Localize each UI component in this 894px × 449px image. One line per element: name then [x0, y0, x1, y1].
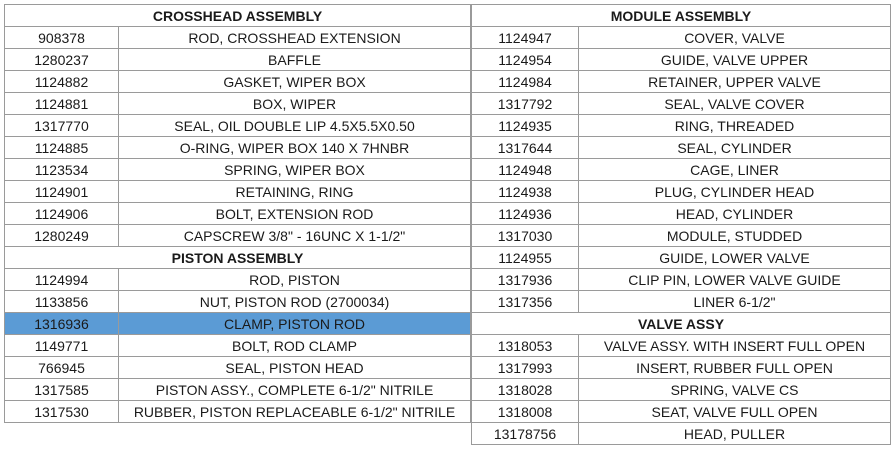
part-description: ROD, PISTON	[119, 269, 471, 291]
left-parts-table	[4, 4, 471, 423]
table-row[interactable]	[5, 181, 471, 203]
part-number: 1318008	[472, 401, 579, 423]
part-number: 1280237	[5, 49, 119, 71]
part-number: 1280249	[5, 225, 119, 247]
part-description: PLUG, CYLINDER HEAD	[579, 181, 891, 203]
part-number: 1316936	[5, 313, 119, 335]
part-number: 1317030	[472, 225, 579, 247]
part-description: RUBBER, PISTON REPLACEABLE 6-1/2" NITRILE	[119, 401, 471, 423]
part-number: 766945	[5, 357, 119, 379]
part-number: 1133856	[5, 291, 119, 313]
table-row[interactable]	[5, 291, 471, 313]
part-number: 1317530	[5, 401, 119, 423]
part-description: CLAMP, PISTON ROD	[119, 313, 471, 335]
part-number: 1124906	[5, 203, 119, 225]
table-row[interactable]	[472, 379, 891, 401]
table-row[interactable]	[5, 159, 471, 181]
part-description: LINER 6-1/2"	[579, 291, 891, 313]
part-number: 1317993	[472, 357, 579, 379]
table-row[interactable]	[5, 137, 471, 159]
part-number: 1123534	[5, 159, 119, 181]
part-description: SEAT, VALVE FULL OPEN	[579, 401, 891, 423]
table-row[interactable]	[5, 49, 471, 71]
table-row[interactable]	[472, 423, 891, 445]
table-row[interactable]	[5, 225, 471, 247]
part-description: BAFFLE	[119, 49, 471, 71]
part-number: 1124955	[472, 247, 579, 269]
part-description: RETAINING, RING	[119, 181, 471, 203]
part-number: 1317936	[472, 269, 579, 291]
part-number: 1124882	[5, 71, 119, 93]
part-number: 1317792	[472, 93, 579, 115]
table-row-selected[interactable]	[5, 313, 471, 335]
table-row[interactable]	[472, 291, 891, 313]
part-description: HEAD, PULLER	[579, 423, 891, 445]
part-number: 1317644	[472, 137, 579, 159]
table-row[interactable]	[5, 115, 471, 137]
part-number: 908378	[5, 27, 119, 49]
table-row[interactable]	[472, 71, 891, 93]
part-description: CAGE, LINER	[579, 159, 891, 181]
table-row[interactable]	[5, 27, 471, 49]
part-description: RING, THREADED	[579, 115, 891, 137]
part-number: 1124948	[472, 159, 579, 181]
part-number: 1124984	[472, 71, 579, 93]
table-row[interactable]	[5, 71, 471, 93]
part-number: 1124935	[472, 115, 579, 137]
part-description: PISTON ASSY., COMPLETE 6-1/2" NITRILE	[119, 379, 471, 401]
table-row[interactable]	[472, 49, 891, 71]
part-number: 1124947	[472, 27, 579, 49]
part-description: COVER, VALVE	[579, 27, 891, 49]
crosshead-assembly-title: CROSSHEAD ASSEMBLY	[5, 5, 471, 27]
piston-assembly-title: PISTON ASSEMBLY	[5, 247, 471, 269]
part-description: SPRING, VALVE CS	[579, 379, 891, 401]
part-description: RETAINER, UPPER VALVE	[579, 71, 891, 93]
table-row[interactable]	[472, 137, 891, 159]
part-number: 13178756	[472, 423, 579, 445]
section-header-row	[472, 313, 891, 335]
part-description: GASKET, WIPER BOX	[119, 71, 471, 93]
table-row[interactable]	[472, 225, 891, 247]
part-description: GUIDE, VALVE UPPER	[579, 49, 891, 71]
part-description: VALVE ASSY. WITH INSERT FULL OPEN	[579, 335, 891, 357]
part-description: CAPSCREW 3/8" - 16UNC X 1-1/2"	[119, 225, 471, 247]
table-row[interactable]	[472, 115, 891, 137]
table-row[interactable]	[472, 27, 891, 49]
part-description: GUIDE, LOWER VALVE	[579, 247, 891, 269]
part-description: ROD, CROSSHEAD EXTENSION	[119, 27, 471, 49]
table-row[interactable]	[472, 93, 891, 115]
part-number: 1124881	[5, 93, 119, 115]
table-row[interactable]	[5, 401, 471, 423]
right-parts-table	[471, 4, 891, 445]
part-number: 1317585	[5, 379, 119, 401]
table-row[interactable]	[5, 357, 471, 379]
part-description: SEAL, VALVE COVER	[579, 93, 891, 115]
part-number: 1318053	[472, 335, 579, 357]
table-row[interactable]	[472, 159, 891, 181]
section-header-row	[472, 5, 891, 27]
part-description: SPRING, WIPER BOX	[119, 159, 471, 181]
part-description: CLIP PIN, LOWER VALVE GUIDE	[579, 269, 891, 291]
table-row[interactable]	[5, 335, 471, 357]
part-number: 1124938	[472, 181, 579, 203]
part-number: 1124954	[472, 49, 579, 71]
part-description: NUT, PISTON ROD (2700034)	[119, 291, 471, 313]
part-number: 1318028	[472, 379, 579, 401]
table-row[interactable]	[5, 203, 471, 225]
table-row[interactable]	[5, 93, 471, 115]
table-row[interactable]	[472, 247, 891, 269]
table-row[interactable]	[5, 379, 471, 401]
part-description: BOLT, ROD CLAMP	[119, 335, 471, 357]
part-description: MODULE, STUDDED	[579, 225, 891, 247]
part-description: SEAL, OIL DOUBLE LIP 4.5X5.5X0.50	[119, 115, 471, 137]
part-description: SEAL, CYLINDER	[579, 137, 891, 159]
part-number: 1124994	[5, 269, 119, 291]
table-row[interactable]	[472, 335, 891, 357]
part-number: 1124885	[5, 137, 119, 159]
table-row[interactable]	[472, 181, 891, 203]
part-description: BOX, WIPER	[119, 93, 471, 115]
table-row[interactable]	[472, 401, 891, 423]
part-description: HEAD, CYLINDER	[579, 203, 891, 225]
part-number: 1317770	[5, 115, 119, 137]
table-row[interactable]	[472, 269, 891, 291]
part-number: 1317356	[472, 291, 579, 313]
part-description: SEAL, PISTON HEAD	[119, 357, 471, 379]
part-description: O-RING, WIPER BOX 140 X 7HNBR	[119, 137, 471, 159]
table-row[interactable]	[472, 203, 891, 225]
valve-assy-title: VALVE ASSY	[472, 313, 891, 335]
module-assembly-title: MODULE ASSEMBLY	[472, 5, 891, 27]
section-header-row	[5, 5, 471, 27]
part-number: 1149771	[5, 335, 119, 357]
part-description: INSERT, RUBBER FULL OPEN	[579, 357, 891, 379]
part-number: 1124936	[472, 203, 579, 225]
table-row[interactable]	[472, 357, 891, 379]
part-description: BOLT, EXTENSION ROD	[119, 203, 471, 225]
table-row[interactable]	[5, 269, 471, 291]
part-number: 1124901	[5, 181, 119, 203]
